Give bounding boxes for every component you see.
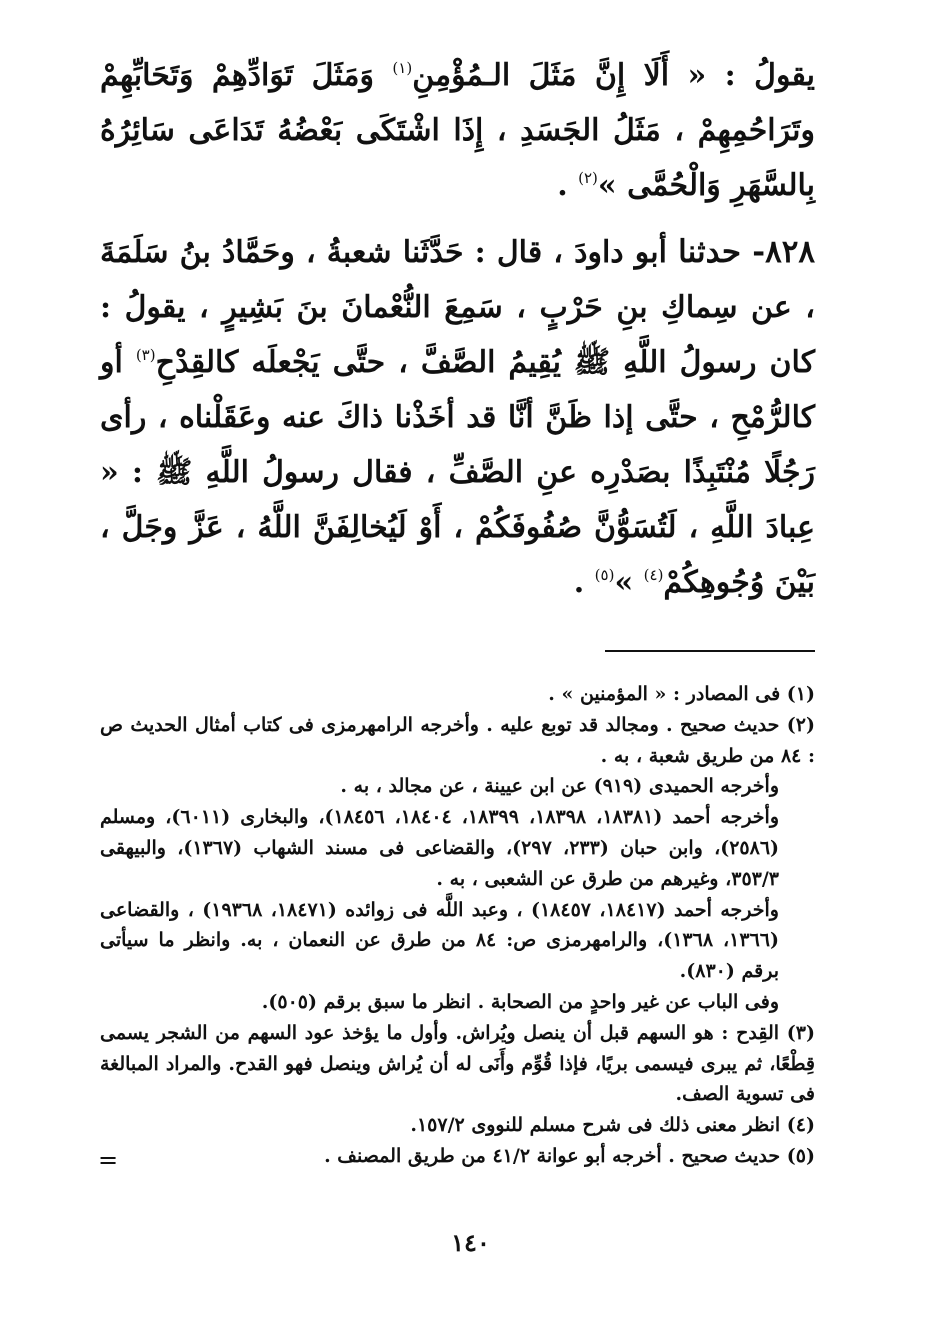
footnote-grade: حديث صحيح — [679, 713, 780, 736]
footnote-2-para-2: وأخرجه الحميدى (٩١٩) عن ابن عيينة ، عن مجالد ، به . — [340, 775, 779, 798]
hadith-continuation-paragraph — [100, 48, 815, 213]
page-number: ١٤٠ — [451, 1228, 490, 1257]
paragraph-text: . — [557, 168, 568, 203]
footnote-2 — [100, 710, 815, 772]
footnote-1: (١) فى المصادر : « المؤمنين » . — [548, 683, 815, 705]
footnote-ref-2[interactable]: (٢) — [578, 169, 598, 187]
paragraph-text: يقولُ : « أَلَا إِنَّ مَثَلَ الـمُؤْمِنِ — [412, 58, 815, 93]
footnote-2-para-3: وأخرجه أحمد (١٨٣٨١، ١٨٣٩٨، ١٨٣٩٩، ١٨٤٠٤، ١٨٤٥٦)، والبخارى (٦٠١١)، ومسلم (٢٥٨٦)، وابن حبان (٢٣٣، ٢٩٧)، والقضاعى فى مسند الشهاب (١٣٦٧)، والبيهقى ٣٥٣/٣، وغيرهم من طرق عن الشعبى ، به . — [100, 806, 780, 890]
footnote-ref-5[interactable]: (٥) — [594, 566, 615, 584]
footnotes — [100, 679, 815, 1172]
paragraph-text: أو كالرُّمْحِ ، حتَّى إذا ظَنَّ أنَّا قد أخَذْنا ذاكَ عنه وعَقَلْناه ، رأى رَجُلًا مُنْتَبِذًا بصَدْرِه عنِ الصَّفِّ ، فقال رسولُ اللَّهِ ﷺ : « عِبادَ اللَّهِ ، لَتُسَوُّنَّ صُفُوفَكُمْ ، أَوْ لَيُخالِفَنَّ اللَّهُ ، عَزَّ وجَلَّ ، بَيْنَ وُجُوهِكُمْ — [100, 345, 815, 600]
footnote-text: . ومجالد قد توبع عليه . وأخرجه الرامهرمزى فى كتاب أمثال الحديث ص : ٨٤ من طريق شعبة ، به . — [100, 713, 815, 767]
footnote-2-para-4: وأخرجه أحمد (١٨٤١٧، ١٨٤٥٧) ، وعبد اللَّه فى زوائده (١٨٤٧١، ١٩٣٦٨) ، والقضاعى (١٣٦٦، ١٣٦٨)، والرامهرمزى ص: ٨٤ من طرق عن النعمان ، به. وانظر ما سيأتى برقم (٨٣٠). — [100, 898, 779, 983]
hadith-number: ٨٢٨- — [752, 234, 816, 270]
footnote-number: (٢) — [786, 713, 815, 736]
footnote-ref-1[interactable]: (١) — [392, 59, 413, 77]
hadith-828-paragraph — [100, 225, 815, 610]
paragraph-text: وَمَثَلَ تَوَادِّهِمْ وَتَحَابِّهِمْ وتَرَاحُمِهِمْ ، مَثَلُ الجَسَدِ ، إِذَا اشْتَكَى بَعْضُهُ تَدَاعَى سَائِرُهُ بِالسَّهَرِ وَالْحُمَّى » — [100, 58, 815, 203]
main-text — [100, 48, 815, 610]
footnote-2-para-5: وفى الباب عن غير واحدٍ من الصحابة . انظر ما سبق برقم (٥٠٥). — [261, 990, 779, 1013]
footnote-separator — [605, 650, 815, 652]
footnote-5 — [100, 1141, 815, 1172]
footnote-ref-4[interactable]: (٤) — [643, 566, 664, 584]
footnote-3: (٣) القِدح : هو السهم قبل أن ينصل ويُراش. وأول ما يؤخذ عود السهم من الشجر يسمى قِطْعًا، ثم يبرى فيسمى بريًا، فإذا قُوِّم وأَنَى له أن يُراش وينصل فهو القدح. والمراد المبالغة فى تسوية الصف. — [100, 1021, 815, 1106]
continuation-mark: = — [98, 1146, 119, 1174]
footnote-text: . أخرجه أبو عوانة ٤١/٢ من طريق المصنف . — [324, 1144, 675, 1167]
paragraph-text: أبو داودَ ، قال : حَدَّثَنا شعبةُ ، وحَمَّادُ بنُ سَلَمَةَ ، عن سِماكِ بنِ حَرْبٍ ، سَمِعَ النُّعْمانَ بنَ بَشِيرٍ ، يقولُ : كان رسولُ اللَّهِ ﷺ يُقِيمُ الصَّفَّ ، حتَّى يَجْعلَه كالقِدْحِ — [100, 235, 815, 380]
paragraph-text: . — [573, 565, 585, 600]
paragraph-text: » — [614, 565, 634, 600]
footnote-4: (٤) انظر معنى ذلك فى شرح مسلم للنووى ١٥٧/٢. — [410, 1114, 815, 1137]
hadith-lead-word: حدثنا — [678, 234, 742, 270]
footnote-number: (٥) — [786, 1144, 815, 1167]
footnote-ref-3[interactable]: (٣) — [135, 346, 156, 364]
footnote-grade: حديث صحيح — [681, 1144, 781, 1167]
